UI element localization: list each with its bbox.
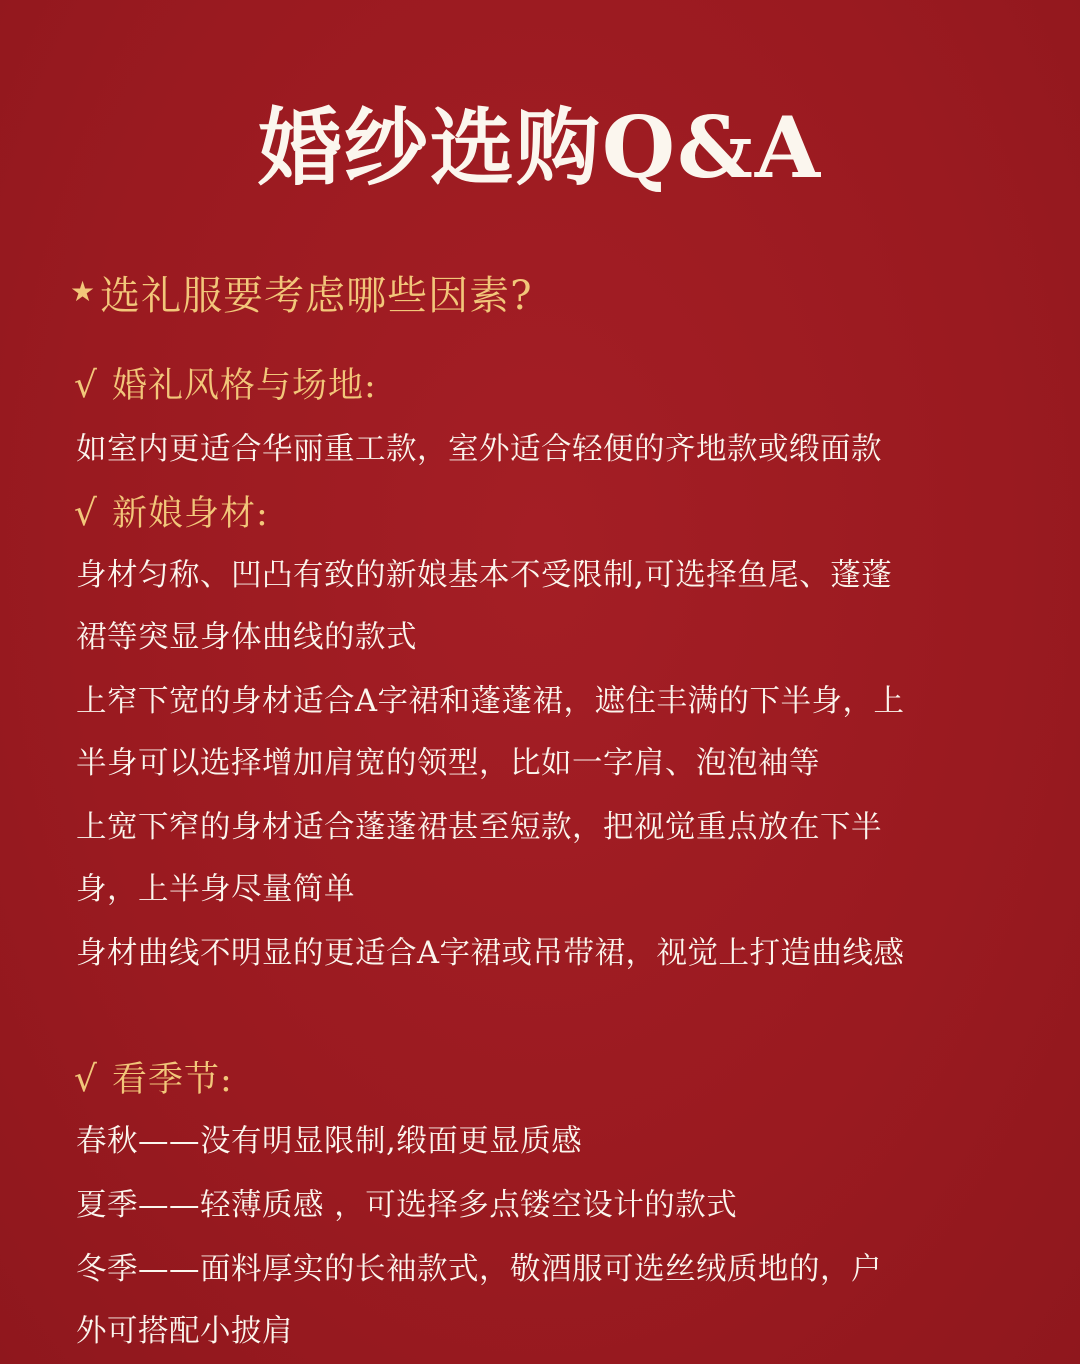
star-icon: ★ xyxy=(70,275,97,308)
season-line-4: 外可搭配小披肩 xyxy=(76,1314,293,1349)
body-line-7: 身材曲线不明显的更适合A字裙或吊带裙，视觉上打造曲线感 xyxy=(76,936,905,971)
body-line-4: 半身可以选择增加肩宽的领型，比如一字肩、泡泡袖等 xyxy=(76,746,820,781)
check-icon: √ xyxy=(74,365,98,406)
body-line-5: 上宽下窄的身材适合蓬蓬裙甚至短款，把视觉重点放在下半 xyxy=(76,810,882,845)
section-question xyxy=(70,272,533,320)
season-line-3: 冬季——面料厚实的长袖款式，敬酒服可选丝绒质地的，户 xyxy=(76,1252,882,1287)
body-line-2: 裙等突显身体曲线的款式 xyxy=(76,620,417,655)
check-icon: √ xyxy=(74,1059,98,1100)
heading-body xyxy=(74,492,269,535)
heading-season-label: 看季节: xyxy=(111,1060,233,1100)
body-line-6: 身，上半身尽量简单 xyxy=(76,872,355,907)
venue-line-1: 如室内更适合华丽重工款，室外适合轻便的齐地款或缎面款 xyxy=(76,432,882,467)
heading-season xyxy=(74,1058,233,1101)
question-text: 选礼服要考虑哪些因素? xyxy=(100,273,533,319)
heading-venue-label: 婚礼风格与场地: xyxy=(111,366,377,406)
season-line-2: 夏季——轻薄质感 ，可选择多点镂空设计的款式 xyxy=(76,1188,738,1223)
heading-venue xyxy=(74,364,377,407)
season-line-1: 春秋——没有明显限制,缎面更显质感 xyxy=(76,1124,583,1159)
body-line-1: 身材匀称、凹凸有致的新娘基本不受限制,可选择鱼尾、蓬蓬 xyxy=(76,558,893,593)
page-title: 婚纱选购Q&A xyxy=(257,98,823,197)
body-line-3: 上窄下宽的身材适合A字裙和蓬蓬裙，遮住丰满的下半身，上 xyxy=(76,684,905,719)
check-icon: √ xyxy=(74,493,98,534)
heading-body-label: 新娘身材: xyxy=(111,494,269,534)
